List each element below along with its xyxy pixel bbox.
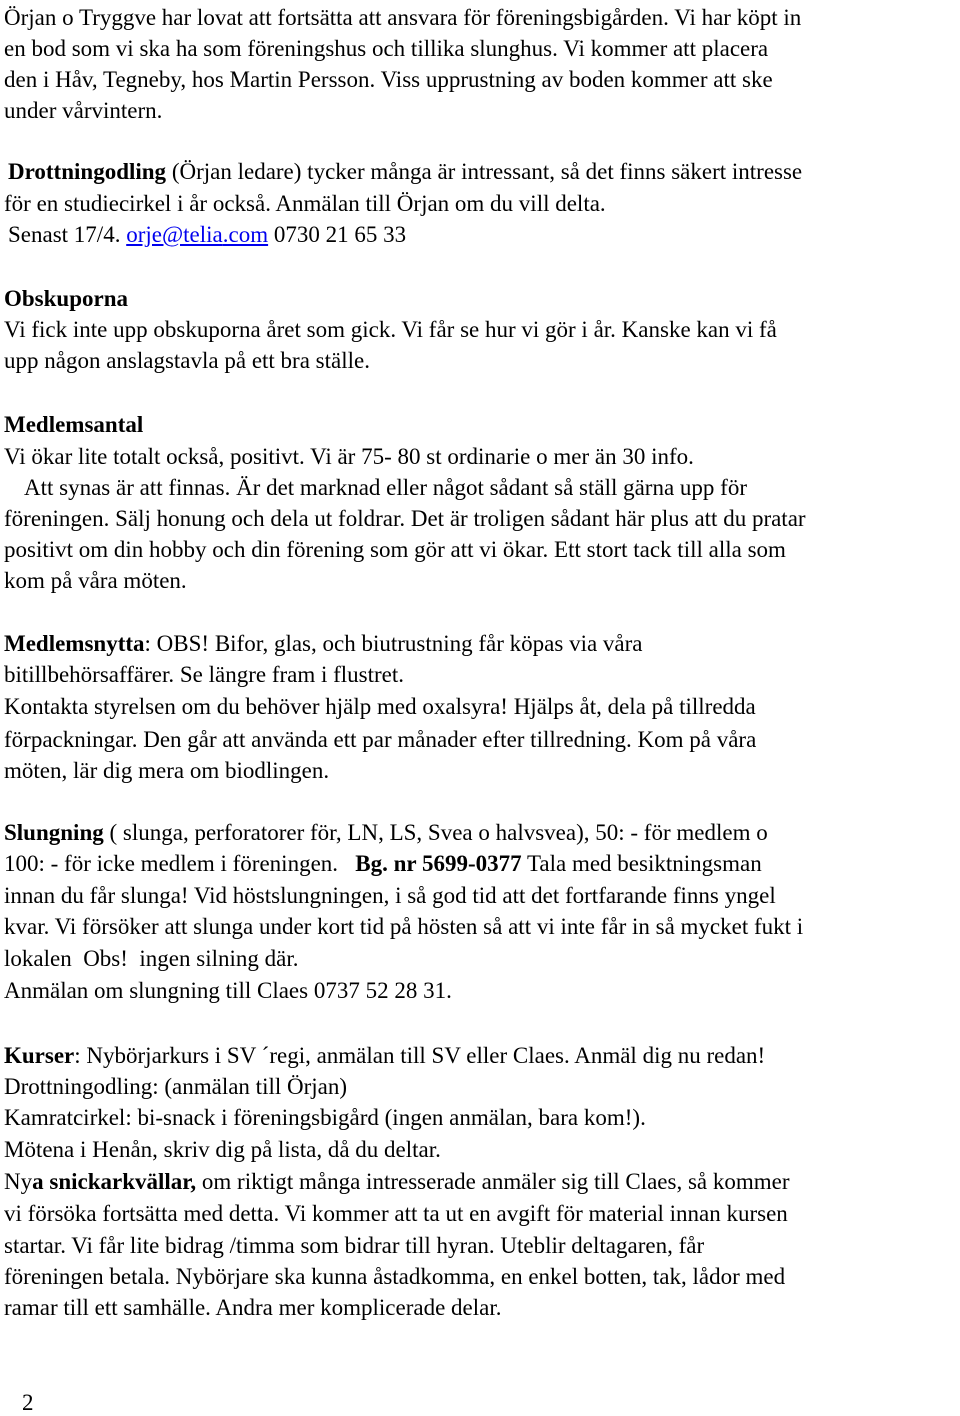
text-line: innan du får slunga! Vid höstslungningen, i så god tid att det fortfarande finns yngel bbox=[4, 883, 776, 908]
page-number: 2 bbox=[22, 1390, 34, 1415]
text-span: ( slunga, perforatorer för, LN, LS, Svea o halvsvea), 50: - för medlem o bbox=[103, 820, 768, 845]
text-line: föreningen betala. Nybörjare ska kunna åstadkomma, en enkel botten, tak, lådor med bbox=[4, 1264, 786, 1289]
text-line bbox=[4, 850, 762, 877]
text-line bbox=[8, 158, 802, 185]
text-line: Kamratcirkel: bi-snack i föreningsbigård (ingen anmälan, bara kom!). bbox=[4, 1105, 646, 1130]
text-span: 100: - för icke medlem i föreningen. bbox=[4, 851, 356, 876]
snickarkvallar-heading: a snickarkvällar, bbox=[32, 1169, 197, 1194]
section-heading-medlemsnytta: Medlemsnytta bbox=[4, 631, 145, 656]
text-line bbox=[8, 221, 406, 248]
email-link[interactable]: orje@telia bbox=[126, 222, 223, 247]
text-line bbox=[4, 819, 768, 846]
text-line bbox=[4, 1168, 790, 1195]
bankgiro-number: Bg. nr 5699-0377 bbox=[355, 851, 522, 876]
text-span: : OBS! Bifor, glas, och biutrustning får köpas via våra bbox=[144, 631, 643, 656]
section-heading-slungning: Slungning bbox=[4, 820, 104, 845]
text-line: Vi ökar lite totalt också, positivt. Vi är 75- 80 st ordinarie o mer än 30 info. bbox=[4, 444, 694, 469]
phone-number: 0730 21 65 33 bbox=[268, 222, 407, 247]
text-line: startar. Vi får lite bidrag /timma som bidrar till hyran. Uteblir deltagaren, får bbox=[4, 1233, 705, 1258]
text-line: ramar till ett samhälle. Andra mer komplicerade delar. bbox=[4, 1295, 502, 1320]
text-line: förpackningar. Den går att använda ett par månader efter tillredning. Kom på våra bbox=[4, 727, 757, 752]
email-link-domain[interactable]: .com bbox=[222, 222, 269, 247]
text-line: för en studiecirkel i år också. Anmälan till Örjan om du vill delta. bbox=[4, 191, 606, 216]
text-line: positivt om din hobby och din förening som gör att vi ökar. Ett stort tack till alla som bbox=[4, 537, 786, 562]
text-span: : Nybörjarkurs i SV ´regi, anmälan till SV eller Claes. Anmäl dig nu redan! bbox=[74, 1043, 766, 1068]
text-span: Ny bbox=[4, 1169, 33, 1194]
section-heading-kurser: Kurser bbox=[4, 1043, 75, 1068]
text-line: kom på våra möten. bbox=[4, 568, 187, 593]
text-line: vi försöka fortsätta med detta. Vi kommer att ta ut en avgift för material innan kursen bbox=[4, 1201, 788, 1226]
section-heading-drottningodling: Drottningodling bbox=[8, 159, 167, 184]
text-line: kvar. Vi försöker att slunga under kort tid på hösten så att vi inte får in så mycket fukt i bbox=[4, 914, 804, 939]
text-line: Vi fick inte upp obskuporna året som gick. Vi får se hur vi gör i år. Kanske kan vi få bbox=[4, 317, 777, 342]
text-line: upp någon anslagstavla på ett bra ställe. bbox=[4, 348, 370, 373]
text-line: den i Håv, Tegneby, hos Martin Persson. Viss upprustning av boden kommer att ske bbox=[4, 67, 773, 92]
text-line: Drottningodling: (anmälan till Örjan) bbox=[4, 1074, 348, 1099]
text-line: Örjan o Tryggve har lovat att fortsätta att ansvara för föreningsbigården. Vi har köpt in bbox=[4, 5, 802, 30]
text-span: Senast 17/4. bbox=[8, 222, 127, 247]
text-line bbox=[4, 1042, 765, 1069]
text-line: föreningen. Sälj honung och dela ut foldrar. Det är troligen sådant här plus att du pratar bbox=[4, 506, 806, 531]
text-line: Mötena i Henån, skriv dig på lista, då du deltar. bbox=[4, 1137, 441, 1162]
text-line: Anmälan om slungning till Claes 0737 52 28 31. bbox=[4, 978, 452, 1003]
text-span: om riktigt många intresserade anmäler sig till Claes, så kommer bbox=[196, 1169, 790, 1194]
text-line: möten, lär dig mera om biodlingen. bbox=[4, 758, 330, 783]
text-line: Att synas är att finnas. Är det marknad eller något sådant så ställ gärna upp för bbox=[24, 475, 747, 500]
text-line: bitillbehörsaffärer. Se längre fram i flustret. bbox=[4, 662, 405, 687]
section-heading-medlemsantal: Medlemsantal bbox=[4, 412, 144, 437]
text-span: Tala med besiktningsman bbox=[521, 851, 762, 876]
text-span: (Örjan ledare) tycker många är intressant, så det finns säkert intresse bbox=[166, 159, 803, 184]
text-line: en bod som vi ska ha som föreningshus och tillika slunghus. Vi kommer att placera bbox=[4, 36, 769, 61]
text-line: under vårvintern. bbox=[4, 98, 163, 123]
section-heading-obskuporna: Obskuporna bbox=[4, 286, 129, 311]
text-line bbox=[4, 630, 643, 657]
text-line: lokalen Obs! ingen silning där. bbox=[4, 946, 299, 971]
text-line: Kontakta styrelsen om du behöver hjälp med oxalsyra! Hjälps åt, dela på tillredda bbox=[4, 694, 756, 719]
